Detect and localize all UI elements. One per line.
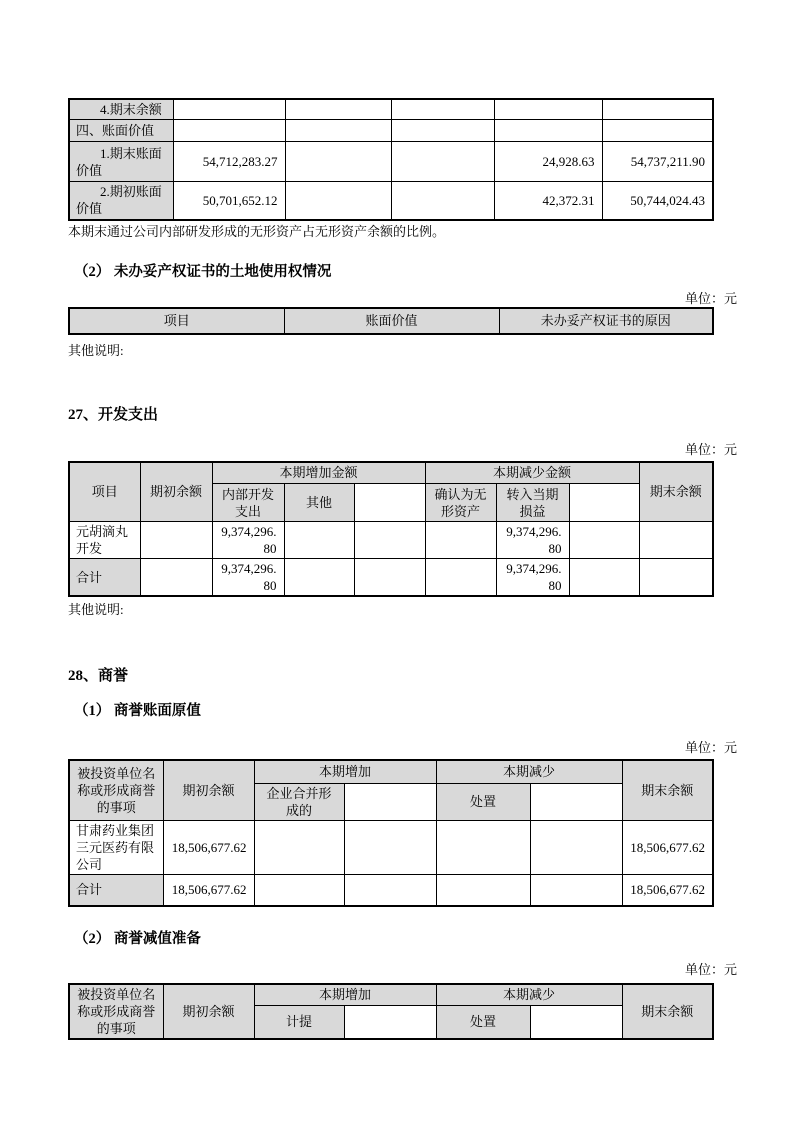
goodwill-section-heading: 28、商誉 (68, 668, 129, 684)
header-row (69, 984, 713, 1005)
cell-value (602, 99, 713, 120)
cell-value (530, 820, 622, 874)
cell-value (344, 874, 436, 906)
row-label: 元胡滴丸开发 (69, 522, 140, 559)
cell-value (254, 820, 344, 874)
column-header: 处置 (436, 1005, 530, 1039)
cell-value (602, 120, 713, 142)
land-section-heading: （2） 未办妥产权证书的土地使用权情况 (74, 263, 332, 280)
column-header: 期末余额 (622, 984, 713, 1039)
unit-label: 单位：元 (684, 962, 737, 977)
cell-value (425, 559, 496, 597)
row-label: 合计 (69, 559, 140, 597)
table-row (69, 820, 713, 874)
column-header-blank (344, 1005, 436, 1039)
column-group-header: 本期增加 (254, 984, 436, 1005)
cell-value (140, 522, 212, 559)
column-header: 期末余额 (639, 462, 713, 522)
row-label: 合计 (69, 874, 163, 906)
cell-value (173, 120, 285, 142)
cell-value (254, 874, 344, 906)
table-row (69, 120, 713, 142)
column-header: 项目 (69, 462, 140, 522)
column-header: 企业合并形成的 (254, 783, 344, 820)
cell-value (354, 522, 425, 559)
cell-value (494, 120, 602, 142)
column-header: 期初余额 (163, 984, 254, 1039)
cell-value (285, 99, 391, 120)
column-header: 未办妥产权证书的原因 (499, 308, 713, 334)
row-label: 四、账面价值 (69, 120, 173, 142)
cell-value (436, 820, 530, 874)
total-row (69, 559, 713, 597)
cell-value: 9,374,296.80 (212, 559, 284, 597)
goodwill-original-heading: （1） 商誉账面原值 (74, 703, 201, 719)
column-header-blank (344, 783, 436, 820)
land-use-right-table (68, 307, 714, 335)
header-row (69, 760, 713, 783)
cell-value (284, 559, 354, 597)
column-header: 转入当期损益 (496, 484, 569, 522)
cell-value: 54,712,283.27 (173, 142, 285, 182)
cell-value (354, 559, 425, 597)
column-header: 内部开发支出 (212, 484, 284, 522)
cell-value: 50,744,024.43 (602, 182, 713, 220)
column-header: 期初余额 (140, 462, 212, 522)
column-header-blank (530, 783, 622, 820)
column-header: 被投资单位名称或形成商誉的事项 (69, 984, 163, 1039)
unit-label: 单位：元 (684, 441, 737, 457)
column-header: 期初余额 (163, 760, 254, 820)
other-notes-label: 其他说明: (68, 342, 124, 358)
goodwill-original-value-table (68, 759, 714, 907)
table-row (69, 522, 713, 559)
column-header: 被投资单位名称或形成商誉的事项 (69, 760, 163, 820)
cell-value (173, 99, 285, 120)
row-label: 1.期末账面价值 (69, 142, 173, 182)
cell-value: 50,701,652.12 (173, 182, 285, 220)
header-row (69, 462, 713, 484)
header-row (69, 308, 713, 334)
column-header-blank (530, 1005, 622, 1039)
column-group-header: 本期增加 (254, 760, 436, 783)
row-label: 2.期初账面价值 (69, 182, 173, 220)
cell-value: 18,506,677.62 (163, 820, 254, 874)
development-expenditure-table (68, 461, 714, 598)
cell-value (285, 120, 391, 142)
goodwill-impairment-table (68, 983, 714, 1040)
cell-value (425, 522, 496, 559)
table-row (69, 99, 713, 120)
unit-label: 单位：元 (684, 740, 737, 755)
cell-value (391, 142, 494, 182)
cell-value (140, 559, 212, 597)
column-header-blank (354, 484, 425, 522)
cell-value (391, 120, 494, 142)
row-label: 甘肃药业集团三元医药有限公司 (69, 820, 163, 874)
cell-value (344, 820, 436, 874)
cell-value (391, 182, 494, 220)
cell-value: 18,506,677.62 (622, 874, 713, 906)
table-row (69, 182, 713, 220)
cell-value: 54,737,211.90 (602, 142, 713, 182)
column-group-header: 本期增加金额 (212, 462, 425, 484)
dev-section-heading: 27、开发支出 (68, 406, 159, 423)
unit-label: 单位：元 (684, 290, 737, 306)
cell-value: 42,372.31 (494, 182, 602, 220)
column-header: 账面价值 (284, 308, 499, 334)
cell-value: 24,928.63 (494, 142, 602, 182)
cell-value (391, 99, 494, 120)
cell-value (285, 182, 391, 220)
intangible-assets-table-tail (68, 98, 714, 221)
cell-value (436, 874, 530, 906)
other-notes-label: 其他说明: (68, 602, 124, 617)
column-header: 确认为无形资产 (425, 484, 496, 522)
total-row (69, 874, 713, 906)
cell-value (285, 142, 391, 182)
cell-value: 9,374,296.80 (212, 522, 284, 559)
cell-value (284, 522, 354, 559)
column-header: 处置 (436, 783, 530, 820)
cell-value (569, 522, 639, 559)
cell-value: 9,374,296.80 (496, 559, 569, 597)
column-group-header: 本期减少 (436, 760, 622, 783)
cell-value: 9,374,296.80 (496, 522, 569, 559)
cell-value (530, 874, 622, 906)
column-header: 其他 (284, 484, 354, 522)
intangible-ratio-note: 本期末通过公司内部研发形成的无形资产占无形资产余额的比例。 (68, 223, 446, 239)
column-group-header: 本期减少金额 (425, 462, 639, 484)
cell-value: 18,506,677.62 (163, 874, 254, 906)
column-header: 期末余额 (622, 760, 713, 820)
column-header: 项目 (69, 308, 284, 334)
row-label: 4.期末余额 (69, 99, 173, 120)
column-group-header: 本期减少 (436, 984, 622, 1005)
cell-value (639, 522, 713, 559)
goodwill-impairment-heading: （2） 商誉减值准备 (74, 931, 201, 947)
column-header-blank (569, 484, 639, 522)
table-row (69, 142, 713, 182)
cell-value (639, 559, 713, 597)
cell-value: 18,506,677.62 (622, 820, 713, 874)
cell-value (494, 99, 602, 120)
column-header: 计提 (254, 1005, 344, 1039)
cell-value (569, 559, 639, 597)
